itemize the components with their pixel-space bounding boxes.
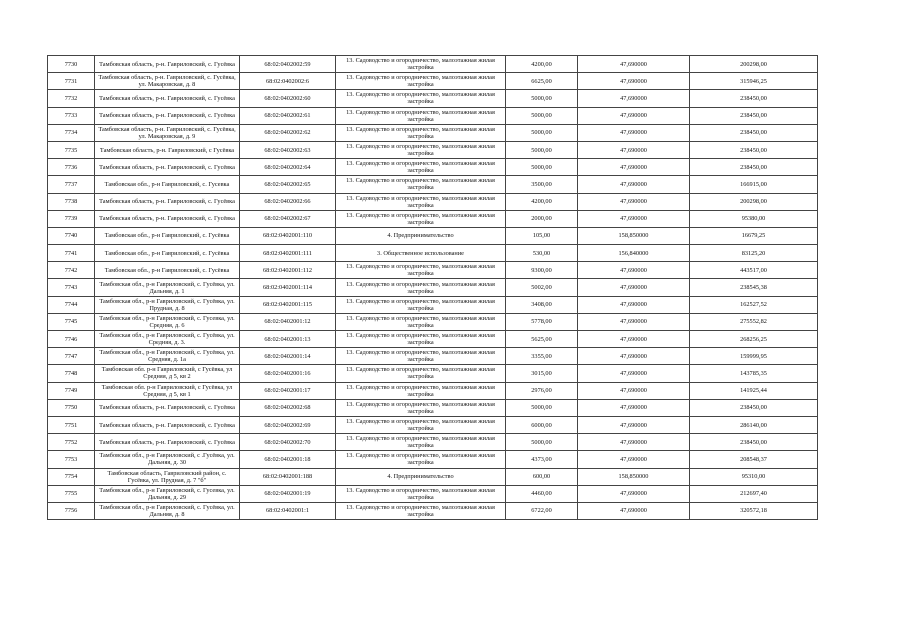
row-number-cell: 7755 bbox=[48, 485, 95, 502]
cadastral-number-cell: 68:02:0402001:16 bbox=[240, 365, 336, 382]
cadastral-number-cell: 68:02:0402002:67 bbox=[240, 210, 336, 227]
land-plot-table bbox=[47, 55, 818, 520]
table-row bbox=[48, 485, 818, 502]
value-cell: 200298,00 bbox=[690, 56, 818, 73]
row-number-cell: 7754 bbox=[48, 468, 95, 485]
cadastral-number-cell: 68:02:0402001:19 bbox=[240, 485, 336, 502]
land-use-cell: 13. Садоводство и огородничество, малоэтажная жилая застройка bbox=[336, 56, 506, 73]
land-use-cell: 13. Садоводство и огородничество, малоэтажная жилая застройка bbox=[336, 141, 506, 158]
row-number-cell: 7750 bbox=[48, 399, 95, 416]
table-row bbox=[48, 90, 818, 107]
value-cell: 238450,00 bbox=[690, 434, 818, 451]
table-row bbox=[48, 468, 818, 485]
value-cell: 141925,44 bbox=[690, 382, 818, 399]
area-cell: 9300,00 bbox=[506, 262, 578, 279]
area-cell: 6000,00 bbox=[506, 416, 578, 433]
address-cell: Тамбовская область, р-н. Гавриловский, с Гусёвка bbox=[95, 141, 240, 158]
row-number-cell: 7740 bbox=[48, 227, 95, 244]
cadastral-number-cell: 68:02:0402001:112 bbox=[240, 262, 336, 279]
area-cell: 600,00 bbox=[506, 468, 578, 485]
area-cell: 3408,00 bbox=[506, 296, 578, 313]
value-cell: 238545,38 bbox=[690, 279, 818, 296]
address-cell: Тамбовская область, р-н. Гавриловский, с. Гусёвка bbox=[95, 90, 240, 107]
rate-cell: 47,690000 bbox=[578, 348, 690, 365]
address-cell: Тамбовская обл., р-н Гавриловский, с. Гусёвка, ул. Средняя, д. 3. bbox=[95, 331, 240, 348]
address-cell: Тамбовская обл., р-н Гавриловский, с. Гусёвка bbox=[95, 245, 240, 262]
value-cell: 238450,00 bbox=[690, 107, 818, 124]
address-cell: Тамбовская область, р-н. Гавриловский, с. Гусёвка, ул. Макаровская, д. 9 bbox=[95, 124, 240, 141]
value-cell: 286140,00 bbox=[690, 416, 818, 433]
table-row bbox=[48, 451, 818, 468]
address-cell: Тамбовская область, р-н. Гавриловский, с. Гусёвка, ул. Макаровская, д. 8 bbox=[95, 73, 240, 90]
area-cell: 4460,00 bbox=[506, 485, 578, 502]
value-cell: 238450,00 bbox=[690, 399, 818, 416]
rate-cell: 47,690000 bbox=[578, 193, 690, 210]
cadastral-number-cell: 68:02:0402002:68 bbox=[240, 399, 336, 416]
address-cell: Тамбовская область, р-н. Гавриловский, с. Гусёвка bbox=[95, 399, 240, 416]
area-cell: 3015,00 bbox=[506, 365, 578, 382]
value-cell: 159999,95 bbox=[690, 348, 818, 365]
land-use-cell: 13. Садоводство и огородничество, малоэтажная жилая застройка bbox=[336, 416, 506, 433]
rate-cell: 47,690000 bbox=[578, 176, 690, 193]
row-number-cell: 7756 bbox=[48, 502, 95, 519]
area-cell: 5000,00 bbox=[506, 399, 578, 416]
row-number-cell: 7738 bbox=[48, 193, 95, 210]
area-cell: 4200,00 bbox=[506, 56, 578, 73]
rate-cell: 47,690000 bbox=[578, 73, 690, 90]
area-cell: 105,00 bbox=[506, 227, 578, 244]
rate-cell: 158,850000 bbox=[578, 227, 690, 244]
value-cell: 238450,00 bbox=[690, 141, 818, 158]
row-number-cell: 7746 bbox=[48, 331, 95, 348]
area-cell: 2000,00 bbox=[506, 210, 578, 227]
area-cell: 4200,00 bbox=[506, 193, 578, 210]
cadastral-number-cell: 68:02:0402002:6 bbox=[240, 73, 336, 90]
land-use-cell: 13. Садоводство и огородничество, малоэтажная жилая застройка bbox=[336, 348, 506, 365]
area-cell: 3355,00 bbox=[506, 348, 578, 365]
row-number-cell: 7745 bbox=[48, 313, 95, 330]
land-use-cell: 13. Садоводство и огородничество, малоэтажная жилая застройка bbox=[336, 262, 506, 279]
cadastral-number-cell: 68:02:0402002:63 bbox=[240, 141, 336, 158]
row-number-cell: 7744 bbox=[48, 296, 95, 313]
land-use-cell: 13. Садоводство и огородничество, малоэтажная жилая застройка bbox=[336, 124, 506, 141]
cadastral-number-cell: 68:02:0402002:69 bbox=[240, 416, 336, 433]
land-use-cell: 13. Садоводство и огородничество, малоэтажная жилая застройка bbox=[336, 176, 506, 193]
value-cell: 275552,82 bbox=[690, 313, 818, 330]
table-row bbox=[48, 502, 818, 519]
table-row bbox=[48, 107, 818, 124]
address-cell: Тамбовская обл., р-н Гавриловский, с. Гусёвка bbox=[95, 227, 240, 244]
area-cell: 5000,00 bbox=[506, 159, 578, 176]
cadastral-number-cell: 68:02:0402001:12 bbox=[240, 313, 336, 330]
row-number-cell: 7739 bbox=[48, 210, 95, 227]
land-use-cell: 13. Садоводство и огородничество, малоэтажная жилая застройка bbox=[336, 399, 506, 416]
rate-cell: 47,690000 bbox=[578, 382, 690, 399]
area-cell: 6625,00 bbox=[506, 73, 578, 90]
land-use-cell: 13. Садоводство и огородничество, малоэтажная жилая застройка bbox=[336, 313, 506, 330]
rate-cell: 47,690000 bbox=[578, 331, 690, 348]
value-cell: 268256,25 bbox=[690, 331, 818, 348]
table-row bbox=[48, 399, 818, 416]
value-cell: 238450,00 bbox=[690, 90, 818, 107]
area-cell: 5625,00 bbox=[506, 331, 578, 348]
area-cell: 5000,00 bbox=[506, 141, 578, 158]
address-cell: Тамбовская область, р-н. Гавриловский, с. Гусёвка bbox=[95, 107, 240, 124]
rate-cell: 47,690000 bbox=[578, 107, 690, 124]
value-cell: 95310,00 bbox=[690, 468, 818, 485]
cadastral-number-cell: 68:02:0402002:64 bbox=[240, 159, 336, 176]
land-use-cell: 13. Садоводство и огородничество, малоэтажная жилая застройка bbox=[336, 90, 506, 107]
area-cell: 5000,00 bbox=[506, 107, 578, 124]
value-cell: 315946,25 bbox=[690, 73, 818, 90]
row-number-cell: 7730 bbox=[48, 56, 95, 73]
land-use-cell: 13. Садоводство и огородничество, малоэтажная жилая застройка bbox=[336, 279, 506, 296]
rate-cell: 47,690000 bbox=[578, 434, 690, 451]
value-cell: 443517,00 bbox=[690, 262, 818, 279]
table-row bbox=[48, 193, 818, 210]
table-row bbox=[48, 434, 818, 451]
address-cell: Тамбовская область, Гавриловский район, с. Гусёвка, ул. Прудная, д. 7 "б" bbox=[95, 468, 240, 485]
address-cell: Тамбовская обл., р-н Гавриловский, с. Гусёвка bbox=[95, 262, 240, 279]
address-cell: Тамбовская обл., р-н Гавриловский, с. Гусёвка, ул. Дальняя, д. 8 bbox=[95, 502, 240, 519]
table-row bbox=[48, 416, 818, 433]
land-use-cell: 4. Предпринимательство bbox=[336, 227, 506, 244]
area-cell: 6722,00 bbox=[506, 502, 578, 519]
table-row bbox=[48, 141, 818, 158]
cadastral-number-cell: 68:02:0402001:13 bbox=[240, 331, 336, 348]
value-cell: 95380,00 bbox=[690, 210, 818, 227]
value-cell: 162527,52 bbox=[690, 296, 818, 313]
land-use-cell: 13. Садоводство и огородничество, малоэтажная жилая застройка bbox=[336, 485, 506, 502]
area-cell: 5002,00 bbox=[506, 279, 578, 296]
table-row bbox=[48, 124, 818, 141]
rate-cell: 47,690000 bbox=[578, 141, 690, 158]
cadastral-number-cell: 68:02:0402001:114 bbox=[240, 279, 336, 296]
row-number-cell: 7737 bbox=[48, 176, 95, 193]
rate-cell: 47,690000 bbox=[578, 485, 690, 502]
table-row bbox=[48, 365, 818, 382]
rate-cell: 47,690000 bbox=[578, 416, 690, 433]
row-number-cell: 7736 bbox=[48, 159, 95, 176]
row-number-cell: 7734 bbox=[48, 124, 95, 141]
address-cell: Тамбовская область, р-н. Гавриловский, с. Гусёвка bbox=[95, 434, 240, 451]
cadastral-number-cell: 68:02:0402001:111 bbox=[240, 245, 336, 262]
land-use-cell: 13. Садоводство и огородничество, малоэтажная жилая застройка bbox=[336, 382, 506, 399]
cadastral-number-cell: 68:02:0402002:61 bbox=[240, 107, 336, 124]
land-use-cell: 13. Садоводство и огородничество, малоэтажная жилая застройка bbox=[336, 502, 506, 519]
rate-cell: 47,690000 bbox=[578, 262, 690, 279]
land-use-cell: 3. Общественное использование bbox=[336, 245, 506, 262]
cadastral-number-cell: 68:02:0402002:65 bbox=[240, 176, 336, 193]
table-row bbox=[48, 313, 818, 330]
rate-cell: 47,690000 bbox=[578, 159, 690, 176]
table-row bbox=[48, 262, 818, 279]
value-cell: 320572,18 bbox=[690, 502, 818, 519]
table-row bbox=[48, 210, 818, 227]
address-cell: Тамбовская обл., р-н Гавриловский, с. Гусёвка, ул. Дальняя, д. 1 bbox=[95, 279, 240, 296]
value-cell: 16679,25 bbox=[690, 227, 818, 244]
row-number-cell: 7751 bbox=[48, 416, 95, 433]
table-row bbox=[48, 331, 818, 348]
address-cell: Тамбовская область, р-н. Гавриловский, с. Гусёвка bbox=[95, 56, 240, 73]
row-number-cell: 7748 bbox=[48, 365, 95, 382]
rate-cell: 47,690000 bbox=[578, 313, 690, 330]
value-cell: 166915,00 bbox=[690, 176, 818, 193]
address-cell: Тамбовская обл., р-н Гавриловский, с. Гусевка bbox=[95, 176, 240, 193]
address-cell: Тамбовская обл., р-н Гавриловский, с .Гусёвка, ул. Дальняя, д. 30 bbox=[95, 451, 240, 468]
land-use-cell: 13. Садоводство и огородничество, малоэтажная жилая застройка bbox=[336, 193, 506, 210]
area-cell: 5000,00 bbox=[506, 90, 578, 107]
table-row bbox=[48, 382, 818, 399]
address-cell: Тамбовская обл., р-н Гавриловский, с. Гусёвка, ул. Прудная, д. 8 bbox=[95, 296, 240, 313]
land-use-cell: 13. Садоводство и огородничество, малоэтажная жилая застройка bbox=[336, 159, 506, 176]
value-cell: 143785,35 bbox=[690, 365, 818, 382]
cadastral-number-cell: 68:02:0402002:66 bbox=[240, 193, 336, 210]
table-row bbox=[48, 73, 818, 90]
land-use-cell: 13. Садоводство и огородничество, малоэтажная жилая застройка bbox=[336, 73, 506, 90]
address-cell: Тамбовская область, р-н. Гавриловский, с. Гусёвка bbox=[95, 416, 240, 433]
address-cell: Тамбовская область, р-н. Гавриловский, с. Гусёвка bbox=[95, 210, 240, 227]
value-cell: 208548,37 bbox=[690, 451, 818, 468]
land-use-cell: 13. Садоводство и огородничество, малоэтажная жилая застройка bbox=[336, 107, 506, 124]
land-use-cell: 13. Садоводство и огородничество, малоэтажная жилая застройка bbox=[336, 434, 506, 451]
address-cell: Тамбовская обл., р-н Гавриловский, с. Гусёвка, ул. Средняя, д. 1а bbox=[95, 348, 240, 365]
rate-cell: 47,690000 bbox=[578, 124, 690, 141]
rate-cell: 47,690000 bbox=[578, 451, 690, 468]
area-cell: 5778,00 bbox=[506, 313, 578, 330]
area-cell: 5000,00 bbox=[506, 124, 578, 141]
area-cell: 530,00 bbox=[506, 245, 578, 262]
address-cell: Тамбовская область, р-н. Гавриловский, с. Гусёвка bbox=[95, 159, 240, 176]
rate-cell: 47,690000 bbox=[578, 210, 690, 227]
rate-cell: 47,690000 bbox=[578, 502, 690, 519]
address-cell: Тамбовская обл. р-н Гавриловский, с Гусёвка, ул Средняя, д 5, кв 1 bbox=[95, 382, 240, 399]
row-number-cell: 7735 bbox=[48, 141, 95, 158]
area-cell: 4373,00 bbox=[506, 451, 578, 468]
cadastral-number-cell: 68:02:0402002:62 bbox=[240, 124, 336, 141]
row-number-cell: 7742 bbox=[48, 262, 95, 279]
cadastral-number-cell: 68:02:0402001:18 bbox=[240, 451, 336, 468]
row-number-cell: 7731 bbox=[48, 73, 95, 90]
cadastral-number-cell: 68:02:0402001:17 bbox=[240, 382, 336, 399]
cadastral-number-cell: 68:02:0402001:1 bbox=[240, 502, 336, 519]
row-number-cell: 7749 bbox=[48, 382, 95, 399]
rate-cell: 47,690000 bbox=[578, 399, 690, 416]
cadastral-number-cell: 68:02:0402001:14 bbox=[240, 348, 336, 365]
table-row bbox=[48, 159, 818, 176]
table-row bbox=[48, 245, 818, 262]
table-row bbox=[48, 348, 818, 365]
row-number-cell: 7747 bbox=[48, 348, 95, 365]
table-row bbox=[48, 296, 818, 313]
table-body bbox=[48, 56, 818, 520]
row-number-cell: 7733 bbox=[48, 107, 95, 124]
address-cell: Тамбовская обл., р-н Гавриловский, с. Гусевка, ул. Дальняя, д. 29 bbox=[95, 485, 240, 502]
value-cell: 83125,20 bbox=[690, 245, 818, 262]
value-cell: 238450,00 bbox=[690, 124, 818, 141]
row-number-cell: 7741 bbox=[48, 245, 95, 262]
row-number-cell: 7743 bbox=[48, 279, 95, 296]
row-number-cell: 7752 bbox=[48, 434, 95, 451]
land-use-cell: 13. Садоводство и огородничество, малоэтажная жилая застройка bbox=[336, 210, 506, 227]
land-use-cell: 13. Садоводство и огородничество, малоэтажная жилая застройка bbox=[336, 296, 506, 313]
cadastral-number-cell: 68:02:0402002:59 bbox=[240, 56, 336, 73]
area-cell: 3500,00 bbox=[506, 176, 578, 193]
value-cell: 212697,40 bbox=[690, 485, 818, 502]
land-use-cell: 13. Садоводство и огородничество, малоэтажная жилая застройка bbox=[336, 365, 506, 382]
cadastral-number-cell: 68:02:0402002:60 bbox=[240, 90, 336, 107]
area-cell: 2976,00 bbox=[506, 382, 578, 399]
land-use-cell: 4. Предпринимательство bbox=[336, 468, 506, 485]
address-cell: Тамбовская обл., р-н Гавриловский, с. Гусевка, ул. Средняя, д. 6 bbox=[95, 313, 240, 330]
cadastral-number-cell: 68:02:0402001:188 bbox=[240, 468, 336, 485]
rate-cell: 47,690000 bbox=[578, 365, 690, 382]
value-cell: 200298,00 bbox=[690, 193, 818, 210]
land-use-cell: 13. Садоводство и огородничество, малоэтажная жилая застройка bbox=[336, 451, 506, 468]
row-number-cell: 7753 bbox=[48, 451, 95, 468]
cadastral-number-cell: 68:02:0402002:70 bbox=[240, 434, 336, 451]
address-cell: Тамбовская область, р-н. Гавриловский, с. Гусёвка bbox=[95, 193, 240, 210]
row-number-cell: 7732 bbox=[48, 90, 95, 107]
cadastral-number-cell: 68:02:0402001:110 bbox=[240, 227, 336, 244]
rate-cell: 47,690000 bbox=[578, 296, 690, 313]
table-row bbox=[48, 279, 818, 296]
table-row bbox=[48, 227, 818, 244]
value-cell: 238450,00 bbox=[690, 159, 818, 176]
cadastral-number-cell: 68:02:0402001:115 bbox=[240, 296, 336, 313]
address-cell: Тамбовская обл. р-н Гавриловский, с Гусёвка, ул Средняя, д 5, кв 2 bbox=[95, 365, 240, 382]
area-cell: 5000,00 bbox=[506, 434, 578, 451]
rate-cell: 156,840000 bbox=[578, 245, 690, 262]
rate-cell: 47,690000 bbox=[578, 279, 690, 296]
rate-cell: 47,690000 bbox=[578, 90, 690, 107]
land-use-cell: 13. Садоводство и огородничество, малоэтажная жилая застройка bbox=[336, 331, 506, 348]
rate-cell: 47,690000 bbox=[578, 56, 690, 73]
rate-cell: 158,850000 bbox=[578, 468, 690, 485]
table-row bbox=[48, 56, 818, 73]
table-row bbox=[48, 176, 818, 193]
